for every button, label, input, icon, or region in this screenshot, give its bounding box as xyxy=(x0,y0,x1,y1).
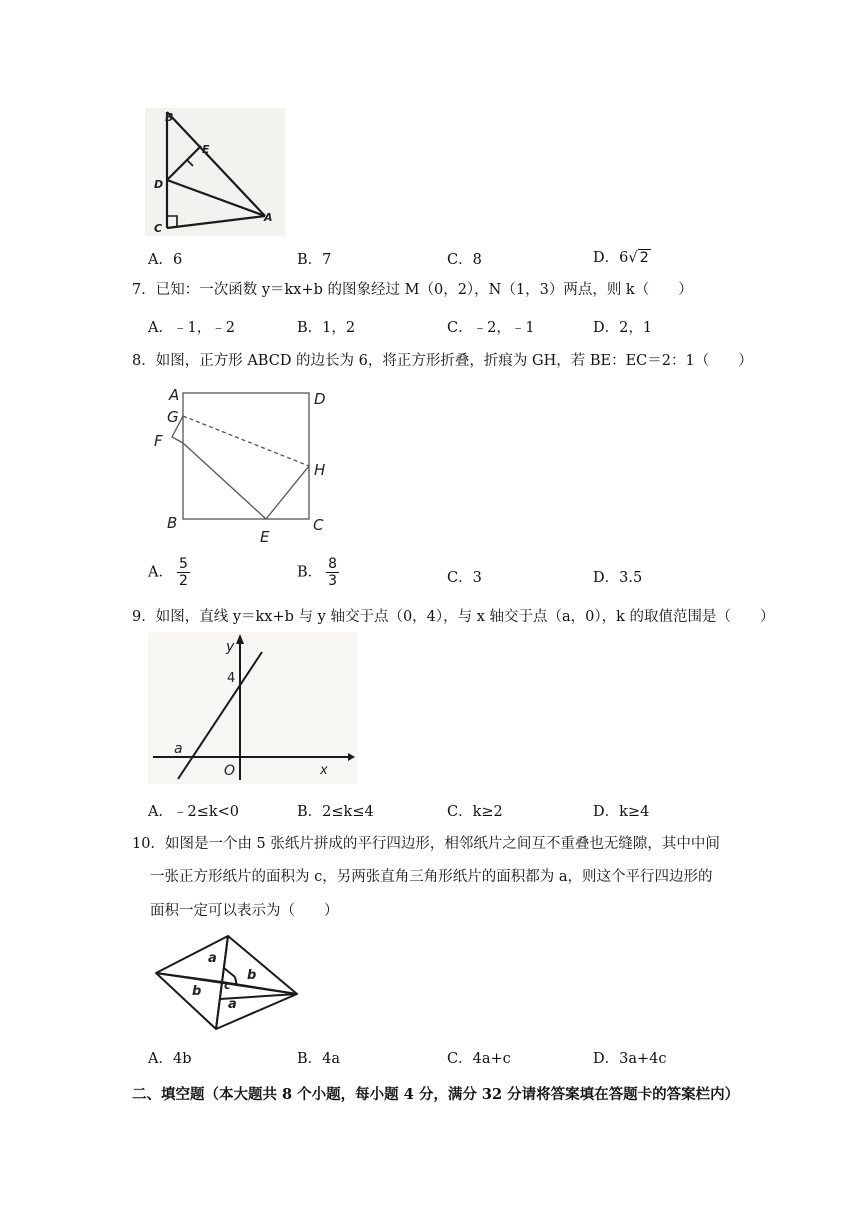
q9-option-d: D．k≥4 xyxy=(593,804,650,820)
q10-figure xyxy=(150,932,302,1032)
q7-option-c: C．﹣2，﹣1 xyxy=(447,320,535,336)
q10-stem-line-1: 10．如图是一个由 5 张纸片拼成的平行四边形，相邻纸片之间互不重叠也无缝隙，其中中间 xyxy=(132,836,720,852)
q6-label-C: C xyxy=(154,222,163,235)
fraction: $\frac{5}{2}$ xyxy=(178,556,188,589)
q8-label-G: G xyxy=(167,408,179,426)
q8-stem: 8．如图，正方形 ABCD 的边长为 6，将正方形折叠，折痕为 GH，若 BE：EC＝2：1（ ） xyxy=(132,353,753,369)
q10-stem-line-2: 一张正方形纸片的面积为 c，另两张直角三角形纸片的面积都为 a，则这个平行四边形的 xyxy=(150,869,713,885)
q9-option-c: C．k≥2 xyxy=(447,804,503,820)
fraction: $\frac{8}{3}$ xyxy=(328,556,338,589)
q7-stem: 7．已知：一次函数 y＝kx+b 的图象经过 M（0，2），N（1，3）两点，则 k（ ） xyxy=(132,282,693,298)
q8-label-H: H xyxy=(314,461,326,479)
q9-label-O: O xyxy=(224,763,236,779)
q10-option-c: C．4a+c xyxy=(447,1051,511,1067)
q6-label-D: D xyxy=(154,178,164,191)
q6-option-a: A．6 xyxy=(148,252,183,268)
q10-option-b: B．4a xyxy=(297,1051,341,1067)
q6-option-c: C．8 xyxy=(447,252,482,268)
q8-option-a: A． $\frac{5}{2}$ xyxy=(148,556,188,589)
q9-label-y: y xyxy=(226,639,235,655)
q7-option-a: A．﹣1，﹣2 xyxy=(148,320,235,336)
q10-option-d: D．3a+4c xyxy=(593,1051,667,1067)
q6-figure xyxy=(145,108,285,236)
q6-option-d: D．6√ 2 xyxy=(593,250,649,266)
q9-figure xyxy=(148,632,358,784)
q9-label-4: 4 xyxy=(227,671,236,686)
q8-label-E: E xyxy=(260,528,270,546)
q9-label-x: x xyxy=(320,763,328,778)
sqrt-symbol: √ 2 xyxy=(628,250,649,266)
q8-label-B: B xyxy=(167,514,178,532)
q10-option-a: A．4b xyxy=(148,1051,192,1067)
q10-label-c: c xyxy=(224,979,231,992)
q8-label-F: F xyxy=(154,432,163,450)
q7-option-b: B．1，2 xyxy=(297,320,356,336)
q6-label-B: B xyxy=(165,111,174,124)
q9-option-a: A．﹣2≤k<0 xyxy=(148,804,240,820)
q10-label-a-bottom: a xyxy=(228,997,237,1012)
q10-label-a-top: a xyxy=(208,951,217,966)
q7-option-d: D．2，1 xyxy=(593,320,653,336)
q10-label-b-right: b xyxy=(247,968,257,983)
q9-stem: 9．如图，直线 y＝kx+b 与 y 轴交于点（0，4），与 x 轴交于点（a，0），k 的取值范围是（ ） xyxy=(132,609,775,625)
q10-stem-line-3: 面积一定可以表示为（ ） xyxy=(150,903,339,919)
q8-option-d: D．3.5 xyxy=(593,570,643,586)
q8-figure xyxy=(148,382,348,547)
q8-label-D: D xyxy=(314,390,326,408)
q9-label-a: a xyxy=(174,741,183,757)
q10-label-b-left: b xyxy=(192,984,202,999)
q9-option-b: B．2≤k≤4 xyxy=(297,804,374,820)
q8-label-C: C xyxy=(313,516,324,534)
q6-label-A: A xyxy=(264,211,273,224)
section-heading-fill-in: 二、填空题（本大题共 8 个小题，每小题 4 分，满分 32 分请将答案填在答题卡的答案栏内） xyxy=(132,1086,740,1103)
q8-option-b: B． $\frac{8}{3}$ xyxy=(297,556,338,589)
q8-option-c: C．3 xyxy=(447,570,482,586)
q6-label-E: E xyxy=(202,143,210,156)
q6-option-b: B．7 xyxy=(297,252,332,268)
q8-label-A: A xyxy=(169,386,180,404)
